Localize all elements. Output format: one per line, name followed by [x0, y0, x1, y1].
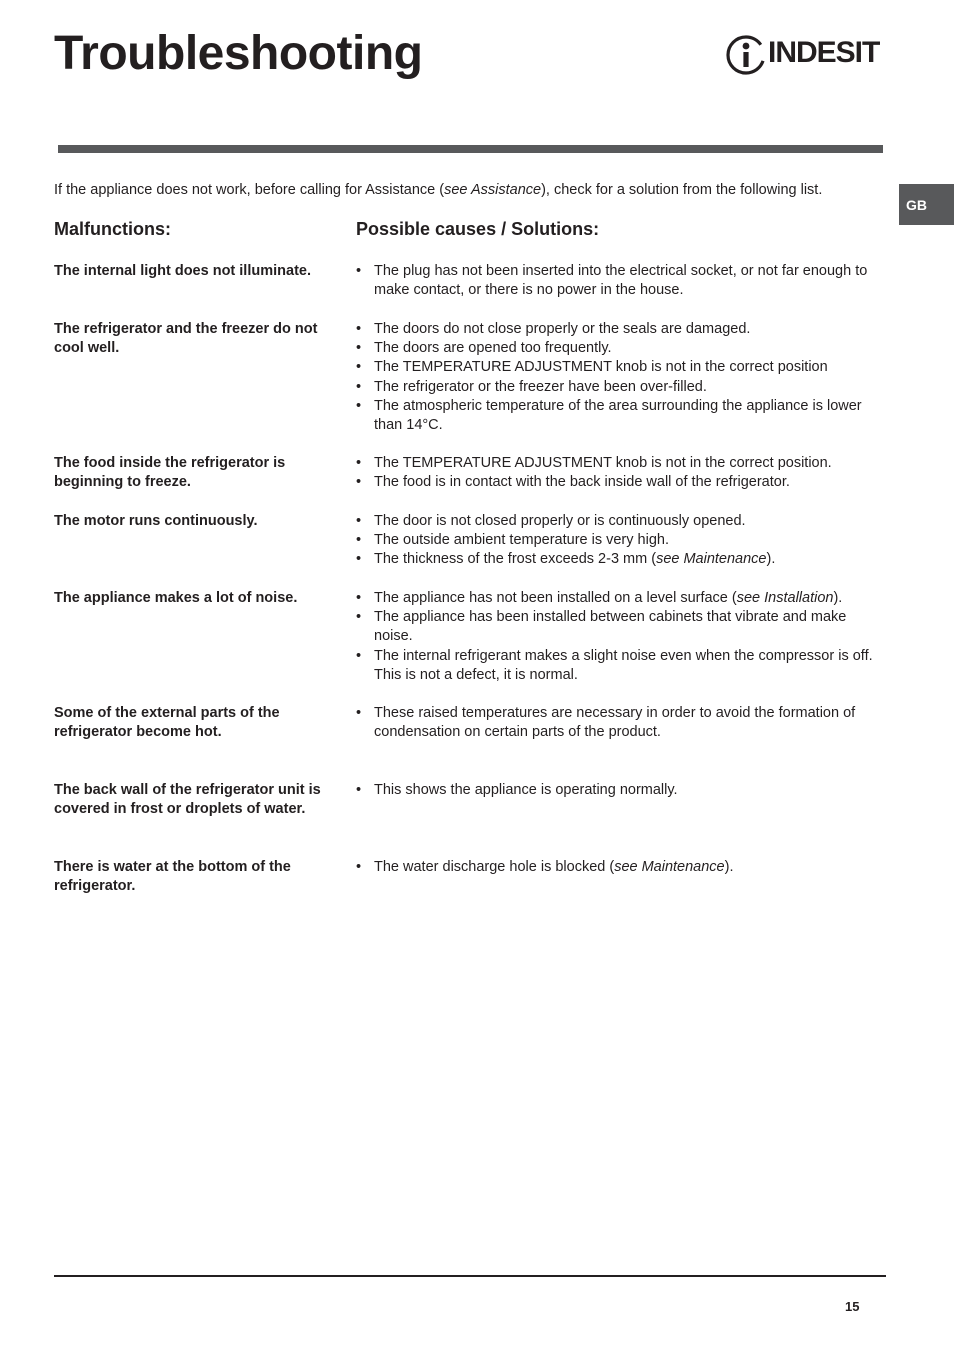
solution-item: • The appliance has not been installed on a level surface (see Installation). [356, 589, 886, 608]
bullet-icon: • [356, 455, 362, 471]
bullet-icon: • [356, 647, 362, 664]
solution-item: • The internal refrigerant makes a slight noise even when the compressor is off. This is not a defect, it is normal. [356, 647, 873, 683]
solutions-list [356, 262, 886, 300]
page-title: Troubleshooting [54, 27, 423, 80]
malfunction-text: There is water at the bottom of the refrigerator. [54, 859, 291, 895]
bullet-icon: • [356, 359, 362, 376]
bullet-icon: • [356, 397, 362, 414]
malfunction-text: The refrigerator and the freezer do not cool well. [54, 321, 318, 357]
header-rule [58, 145, 883, 153]
indesit-logo [726, 34, 886, 76]
cross-reference: see Installation [736, 590, 834, 606]
solutions-list [356, 858, 886, 877]
bullet-icon: • [356, 378, 362, 395]
indesit-wordmark: INDESIT [768, 36, 880, 69]
page-number: 15 [845, 1299, 860, 1314]
solutions-list [356, 589, 886, 685]
solution-item: • The atmospheric temperature of the area surrounding the appliance is lower than 14°C. [356, 397, 862, 434]
solution-item: • The TEMPERATURE ADJUSTMENT knob is not in the correct position [356, 358, 886, 377]
solution-item: • The doors are opened too frequently. [356, 339, 886, 358]
solution-item: • The appliance has been installed between cabinets that vibrate and make noise. [356, 609, 847, 645]
solution-item: • The refrigerator or the freezer have been over-filled. [356, 378, 886, 397]
solution-item: • The outside ambient temperature is very high. [356, 531, 886, 550]
bullet-icon: • [356, 859, 362, 875]
solution-item: • The door is not closed properly or is continuously opened. [356, 512, 886, 531]
cross-reference: see Maintenance [656, 551, 767, 568]
solution-item: • The food is in contact with the back inside wall of the refrigerator. [356, 473, 886, 492]
malfunction-text: The food inside the refrigerator is beginning to freeze. [54, 455, 286, 491]
intro-text: If the appliance does not work, before calling for Assistance (see Assistance), check for a solution from the following list. [54, 182, 823, 198]
solutions-list [356, 781, 886, 800]
bullet-icon: • [356, 532, 362, 549]
bullet-icon: • [356, 551, 362, 568]
solution-item: • The thickness of the frost exceeds 2-3 mm (see Maintenance). [356, 550, 886, 569]
solution-item: • The water discharge hole is blocked (see Maintenance). [356, 858, 886, 877]
malfunction-text: The motor runs continuously. [54, 513, 258, 529]
solutions-list [356, 454, 886, 492]
indesit-i-icon [726, 34, 766, 76]
intro-assistance-ref: see Assistance [444, 182, 542, 198]
solution-item: • These raised temperatures are necessary in order to avoid the formation of condensation on certain parts of the product. [356, 705, 856, 741]
bullet-icon: • [356, 263, 362, 279]
cross-reference: see Maintenance [614, 859, 725, 875]
bullet-icon: • [356, 513, 362, 529]
solutions-list [356, 512, 886, 570]
malfunction-text: The back wall of the refrigerator unit is covered in frost or droplets of water. [54, 782, 321, 818]
solution-item: • The plug has not been inserted into the electrical socket, or not far enough to make contact, or there is no power in the house. [356, 263, 868, 299]
bullet-icon: • [356, 782, 362, 798]
solution-item: • The doors do not close properly or the seals are damaged. [356, 320, 886, 339]
bullet-icon: • [356, 590, 362, 606]
footer-rule [54, 1275, 886, 1277]
bullet-icon: • [356, 474, 362, 491]
solutions-list [356, 320, 886, 435]
malfunction-text: The appliance makes a lot of noise. [54, 590, 298, 606]
malfunction-text: The internal light does not illuminate. [54, 263, 311, 279]
solution-item: • This shows the appliance is operating normally. [356, 781, 886, 800]
bullet-icon: • [356, 321, 362, 337]
malfunction-text: Some of the external parts of the refrigerator become hot. [54, 705, 280, 741]
solution-item: • The TEMPERATURE ADJUSTMENT knob is not in the correct position. [356, 454, 886, 473]
solutions-list [356, 704, 886, 742]
language-tab: GB [899, 184, 954, 225]
solutions-header: Possible causes / Solutions: [356, 219, 600, 239]
bullet-icon: • [356, 705, 362, 721]
bullet-icon: • [356, 340, 362, 357]
bullet-icon: • [356, 609, 362, 626]
malfunctions-header: Malfunctions: [54, 219, 171, 239]
